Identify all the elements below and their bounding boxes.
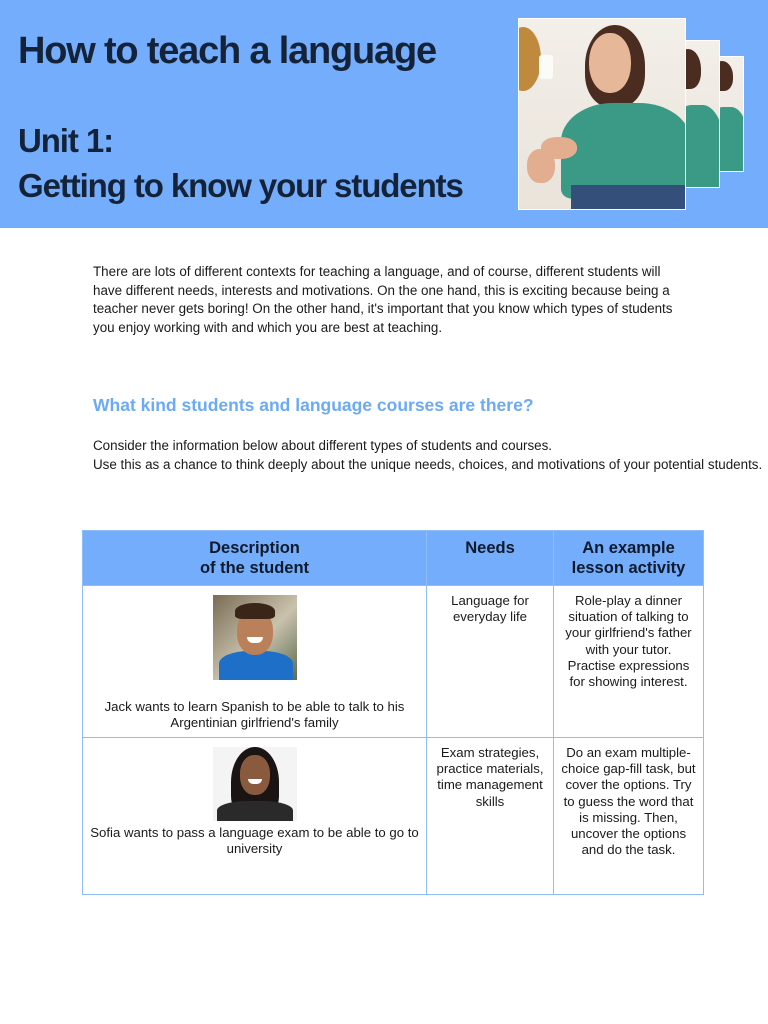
student-types-table — [82, 530, 704, 895]
instruction-line-1: Consider the information below about different types of students and courses. — [93, 438, 553, 453]
sofia-needs: Exam strategies, practice materials, time management skills — [427, 738, 554, 895]
instruction-line-2: Use this as a chance to think deeply about the unique needs, choices, and motivations of your potential students. — [93, 456, 763, 472]
intro-paragraph: There are lots of different contexts for teaching a language, and of course, different students will have different needs, interests and motivations. On the one hand, this is exciting because being a teacher never gets boring! On the other hand, it's important that you know which types of students you enjoy working with and which you are best at teaching. — [93, 264, 673, 336]
table-header-row — [83, 531, 704, 586]
jack-activity: Role-play a dinner situation of talking to your girlfriend's father with your tutor. Practise expressions for showing interest. — [554, 586, 704, 738]
section-heading: What kind students and language courses are there? — [93, 395, 534, 415]
sofia-photo — [213, 747, 297, 821]
section-instructions — [93, 437, 763, 474]
table-row — [83, 586, 704, 738]
header-description: Description of the student — [83, 531, 427, 586]
student-description-cell — [83, 738, 427, 895]
unit-title — [18, 118, 463, 208]
jack-description: Jack wants to learn Spanish to be able to talk to his Argentinian girlfriend's family — [104, 698, 405, 730]
table-row — [83, 738, 704, 895]
teacher-photo — [518, 18, 686, 210]
student-description-cell — [83, 586, 427, 738]
sofia-activity: Do an exam multiple-choice gap-fill task, but cover the options. Try to guess the word that is missing. Then, uncover the options and do the task. — [554, 738, 704, 895]
document-title: How to teach a language — [18, 30, 436, 72]
teacher-photo-stack — [518, 18, 748, 212]
unit-name: Getting to know your students — [18, 167, 463, 204]
page-header — [0, 0, 768, 228]
jack-photo — [213, 595, 297, 680]
header-activity: An example lesson activity — [554, 531, 704, 586]
unit-number: Unit 1: — [18, 122, 113, 159]
sofia-description: Sofia wants to pass a language exam to be able to go to university — [90, 825, 419, 857]
header-needs: Needs — [427, 531, 554, 586]
jack-needs: Language for everyday life — [427, 586, 554, 738]
